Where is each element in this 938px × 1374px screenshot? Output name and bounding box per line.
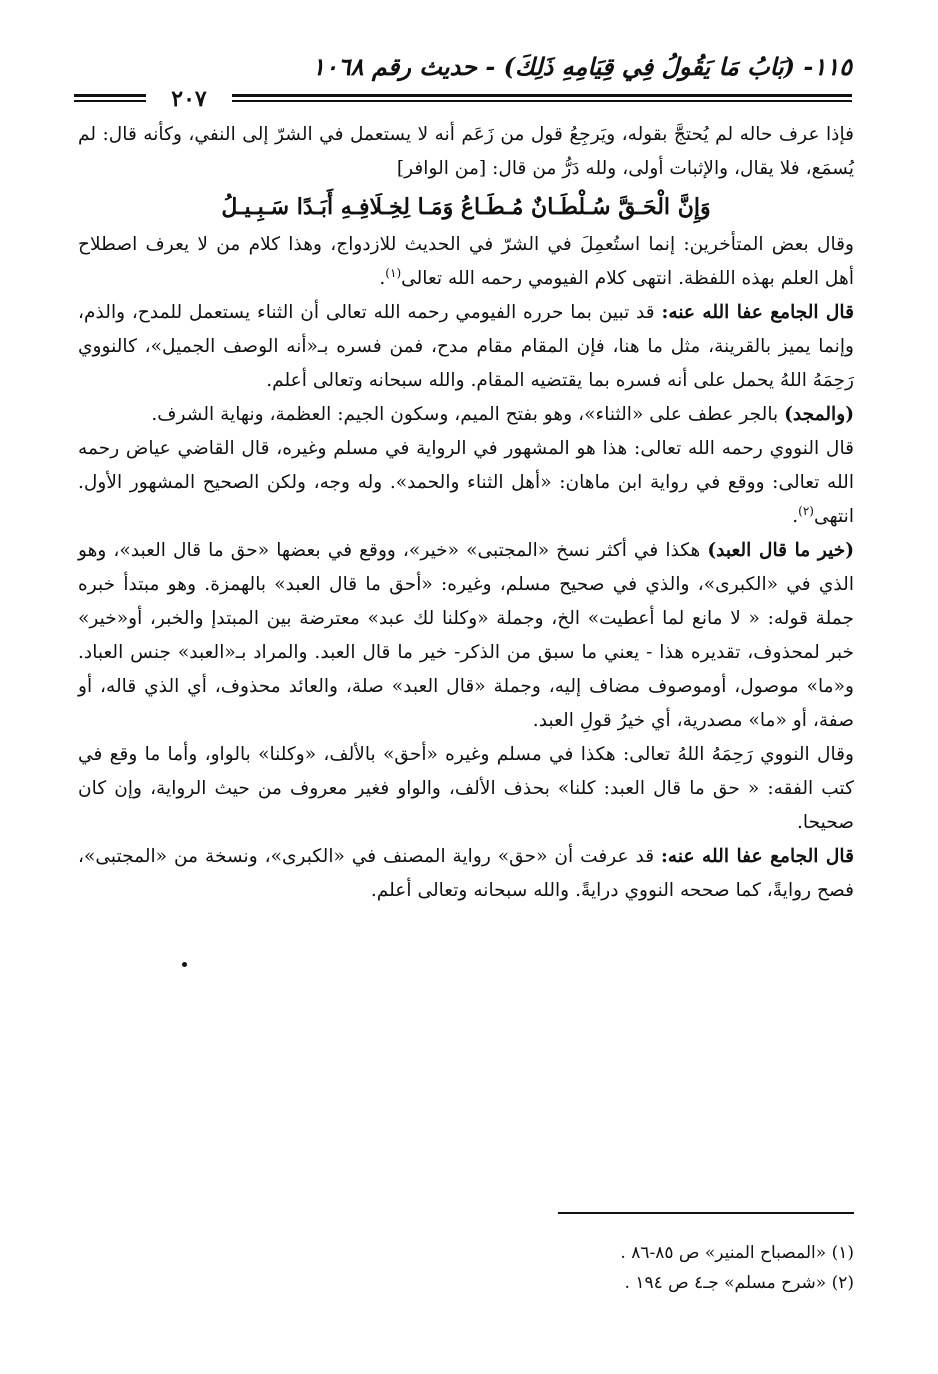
- paragraph: (خير ما قال العبد) هكذا في أكثر نسخ «المجتبى» «خير»، ووقع في بعضها «حق ما قال العبد»، وهو الذي في «الكبرى»، والذي في صحيح مسلم، وغيره: «أحق ما قال العبد» بالهمزة. وهو مبتدأ خبره جملة قوله: « لا مانع لما أعطيت» الخ، وجملة «وكلنا لك عبد» معترضة بين المبتدإ والخبر، أو«خير» خبر لمحذوف، تقديره هذا - يعني ما سبق من الذكر- خير ما قال العبد. والمراد بـ«العبد» جنس العباد. و«ما» موصول، أوموصوف مضاف إليه، وجملة «قال العبد» صلة، والعائد محذوف، أي الذي قاله، أو صفة، أو «ما» مصدرية، أي خيرُ قولِ العبد.: [78, 540, 854, 731]
- paragraph: فإذا عرف حاله لم يُحتجَّ بقوله، ويَرجِعُ قول من زَعَم أنه لا يستعمل في الشرّ إلى النفي، وكأنه قال: لم يُسمَع، فلا يقال، والإثبات أولى، ولله دَرُّ من قال: [من الوافر]: [78, 124, 854, 179]
- header-rule: [232, 100, 852, 102]
- paragraph: (والمجد) بالجر عطف على «الثناء»، وهو بفتح الميم، وسكون الجيم: العظمة، ونهاية الشرف.: [151, 404, 854, 425]
- stray-dot: [182, 962, 187, 967]
- footnote-rule: [558, 1212, 854, 1214]
- paragraph: وقال بعض المتأخرين: إنما استُعمِلَ في الشرّ في الحديث للازدواج، وهذا كلام من لا يعرف اصطلاح أهل العلم بهذه اللفظة. انتهى كلام الفيومي رحمه الله تعالى$^{(١)}$.: [78, 234, 854, 289]
- paragraph: قال الجامع عفا الله عنه: قد تبين بما حرره الفيومي رحمه الله تعالى أن الثناء يستعمل للمدح، والذم، وإنما يميز بالقرينة، مثل ما هنا، فإن المقام مقام مدح، فمن فسره بـ«أنه الوصف الجميل»، كالنووي رَحِمَهُ اللهُ يحمل على أنه فسره بما يقتضيه المقام. والله سبحانه وتعالى أعلم.: [78, 302, 854, 391]
- footnote-ref[interactable]: (١): [385, 265, 402, 280]
- poetry-verse: وَإِنَّ الْحَـقَّ سُـلْطَـانٌ مُـطَـاعُ وَمَـا لِخِـلَافِـهِ أَبَـدًا سَـبِـيـلُ: [221, 194, 711, 220]
- paragraph: قال النووي رحمه الله تعالى: هذا هو المشهور في الرواية في مسلم وغيره، قال القاضي عياض رحمه الله تعالى: ووقع في رواية ابن ماهان: «أهل الثناء والحمد». وله وجه، ولكن الصحيح المشهور الأول. انتهى$^{(٢)}$.: [78, 438, 854, 527]
- main-text: [78, 118, 854, 908]
- bold-lead: قال الجامع عفا الله عنه:: [661, 846, 854, 867]
- bold-lead: قال الجامع عفا الله عنه:: [661, 302, 854, 323]
- paragraph: وقال النووي رَحِمَهُ اللهُ تعالى: هكذا في مسلم وغيره «أحق» بالألف، «وكلنا» بالواو، وأما ما وقع في كتب الفقه: « حق ما قال العبد: كلنا» بحذف الألف، والواو فغير معروف من حيث الرواية، وإن كان صحيحا.: [78, 744, 854, 833]
- page-header: [74, 52, 852, 112]
- header-rule: [74, 100, 146, 102]
- bold-lead: (خير ما قال العبد): [707, 540, 854, 561]
- page-number: ٢٠٧: [171, 86, 207, 112]
- footnote-ref[interactable]: (٢): [798, 503, 814, 518]
- chapter-title: ١١٥- (بَابُ مَا يَقُولُ فِي قِيَامِهِ ذَلِكَ) - حديث رقم ١٠٦٨: [312, 52, 852, 81]
- header-rule: [74, 94, 146, 97]
- bold-lead: (والمجد): [784, 404, 854, 425]
- footnotes: [354, 1238, 854, 1298]
- paragraph: قال الجامع عفا الله عنه: قد عرفت أن «حق» رواية المصنف في «الكبرى»، ونسخة من «المجتبى»، فصح روايةً، كما صححه النووي درايةً. والله سبحانه وتعالى أعلم.: [78, 846, 854, 901]
- footnote: (٢) «شرح مسلم» جـ٤ ص ١٩٤ .: [624, 1273, 854, 1293]
- header-rule: [232, 94, 852, 97]
- footnote: (١) «المصباح المنير» ص ٨٥-٨٦ .: [620, 1243, 854, 1263]
